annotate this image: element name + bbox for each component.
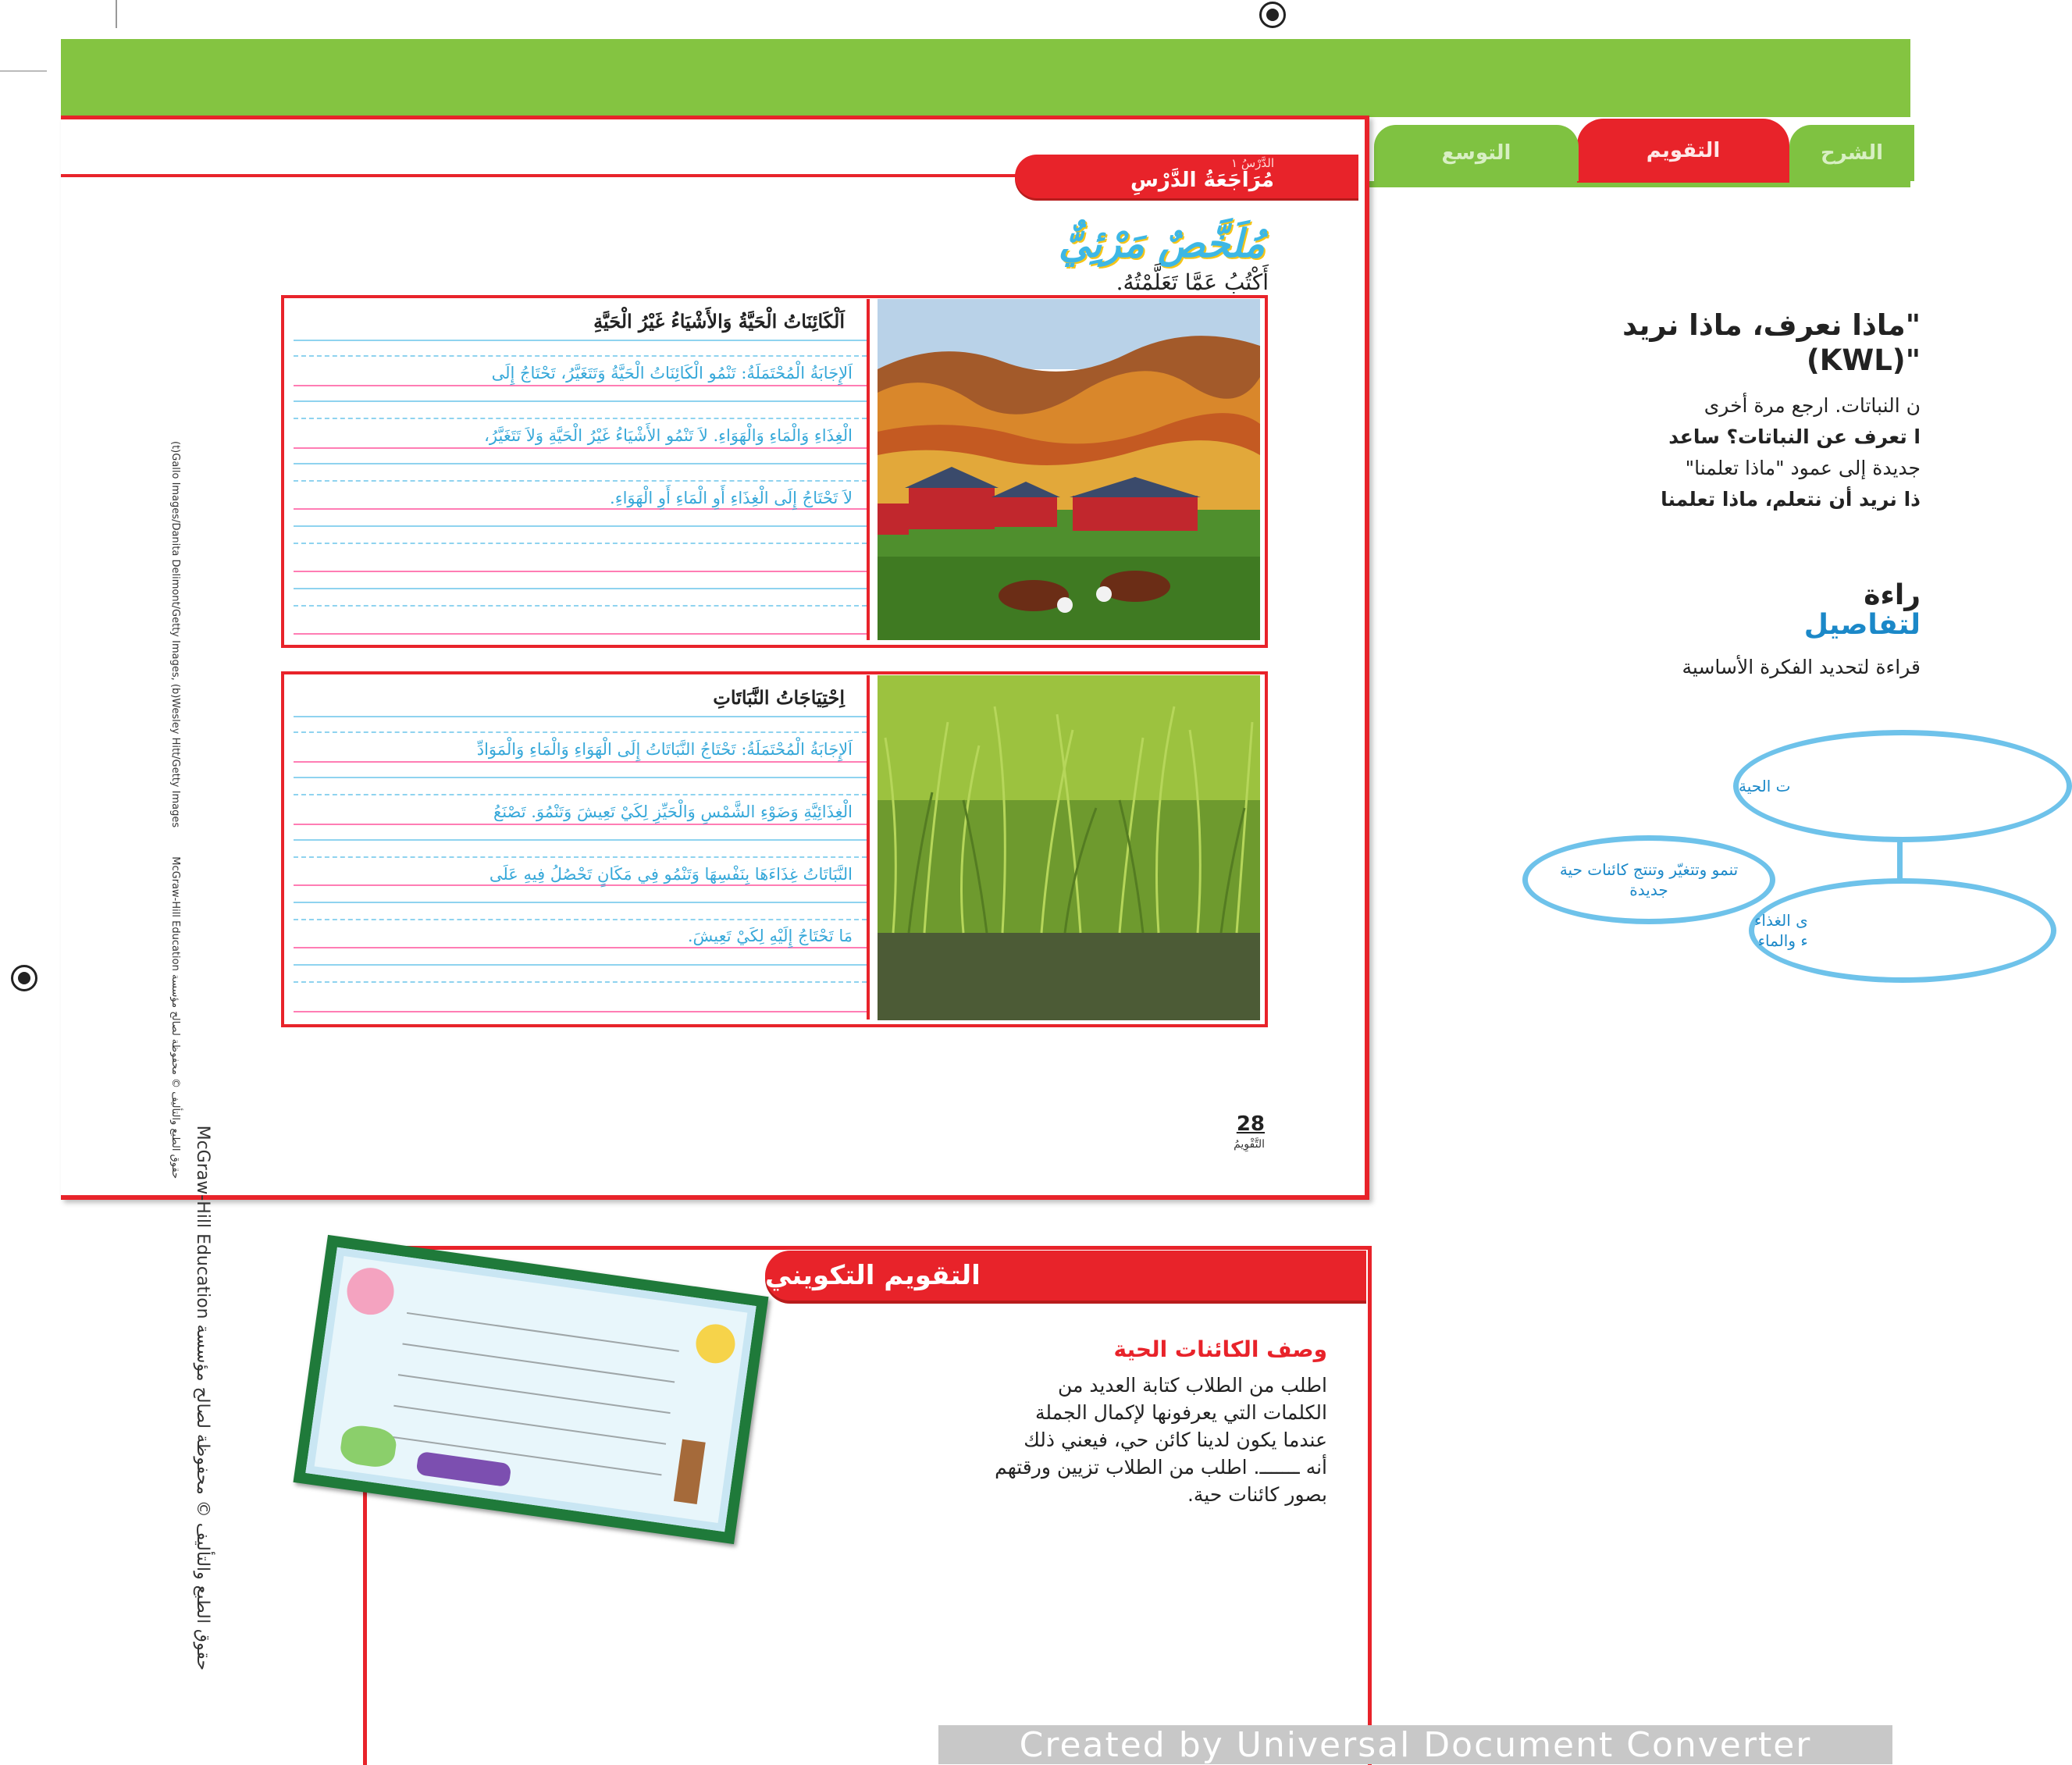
kwl-heading-line1: "ماذا نعرف، ماذا نريد	[1622, 308, 1921, 342]
tab-extend[interactable]: التوسع	[1374, 125, 1579, 181]
writing-lines-area	[294, 299, 870, 640]
tab-explain[interactable]: الشرح	[1789, 125, 1914, 181]
watermark-banner: Created by Universal Document Converter	[938, 1725, 1892, 1764]
copyright-notice: حقوق الطبع والتأليف © محفوظة لصالح مؤسسة McGraw-Hill Education	[193, 1125, 212, 1671]
guide-line	[294, 902, 867, 903]
crop-mark	[0, 70, 47, 72]
grass-photo	[878, 675, 1260, 1020]
guide-line	[294, 761, 867, 763]
kwl-text-line: جديدة إلى عمود "ماذا تعلمنا"	[1685, 457, 1921, 479]
guide-line	[294, 508, 867, 510]
copyright-notice: حقوق الطبع والتأليف © محفوظة لصالح مؤسسة McGraw-Hill Education	[169, 856, 181, 1179]
formative-text-line: الكلمات التي يعرفونها لإكمال الجملة	[1035, 1401, 1327, 1424]
formative-text-line: عندما يكون لدينا كائن حي، فيعني ذلك	[1024, 1429, 1327, 1451]
writing-lines-area	[294, 675, 870, 1020]
tree-sticker-icon	[674, 1439, 706, 1504]
flower-sticker-icon	[344, 1265, 397, 1318]
guide-line	[294, 633, 867, 635]
card-line	[398, 1374, 671, 1414]
guide-line	[294, 340, 867, 341]
page-number: 28	[1236, 1112, 1265, 1136]
kwl-text-line: ذا نريد أن نتعلم، ماذا تعلمنا	[1661, 488, 1921, 511]
guide-line	[294, 355, 867, 357]
card-line	[393, 1405, 666, 1445]
photo-credit: (t)Gallo Images/Danita Delimont/Getty Images, (b)Wesley Hitt/Getty Images	[169, 441, 181, 828]
guide-line	[294, 947, 867, 948]
student-card	[305, 1247, 756, 1532]
kwl-text-line: ا تعرف عن النباتات؟ ساعد	[1668, 425, 1921, 448]
grass-photo-illustration	[878, 675, 1260, 1020]
answer-line: مَا تَحْتَاجُ إِلَيْهِ لِكَيْ تَعِيشَ.	[687, 927, 853, 945]
oval-text: ت الحية	[1739, 777, 1791, 795]
lesson-review-title: مُرَاجَعَةُ الدَّرْسِ	[1130, 169, 1274, 192]
guide-line	[294, 856, 867, 858]
guide-line	[294, 447, 867, 449]
instruction-text: أَكْتُبُ عَمَّا تَعَلَّمْتُهُ.	[1116, 269, 1269, 295]
guide-line	[294, 964, 867, 966]
guide-line	[294, 400, 867, 402]
guide-line	[294, 884, 867, 886]
diagram-oval-detail	[1749, 878, 2056, 983]
crop-mark	[116, 0, 117, 28]
formative-text-line: بصور كائنات حية.	[1187, 1483, 1327, 1506]
guide-line	[294, 605, 867, 607]
oval-text: ء والماء	[1757, 931, 1808, 950]
guide-line	[294, 1011, 867, 1012]
answer-line: النَّبَاتَاتُ غِذَاءَهَا بِنَفْسِهَا وَتَنْمُو فِي مَكَانٍ تَحْصُلُ فِيهِ عَلَى	[489, 865, 853, 884]
guide-line	[294, 418, 867, 419]
reading-text: قراءة لتحديد الفكرة الأساسية	[1682, 656, 1921, 678]
guide-line	[294, 731, 867, 733]
guide-line	[294, 385, 867, 386]
card-line	[407, 1312, 679, 1352]
answer-line: لاَ تَحْتَاجُ إِلَى الْغِذَاءِ أَوِ الْمَاءِ أَوِ الْهَوَاءِ.	[610, 489, 853, 507]
lesson-review-banner	[1015, 155, 1358, 198]
kwl-heading-line2: (KWL)"	[1806, 343, 1921, 377]
visual-summary-heading: مُلَخَّصٌ مَرْئِيٌّ	[1058, 220, 1265, 266]
reading-subheading: لتفاصيل	[1803, 609, 1921, 641]
answer-line: اَلإِجَابَةُ الْمُحْتَمَلَةُ: تَحْتَاجُ النَّبَاتَاتُ إِلَى الْهَوَاءِ وَالْمَاءِ وَالْمَوَادِّ	[476, 740, 853, 759]
guide-line	[294, 463, 867, 464]
guide-line	[294, 824, 867, 825]
lesson-number: الدَّرْسُ ١	[1231, 156, 1274, 170]
guide-line	[294, 588, 867, 589]
guide-line	[294, 716, 867, 717]
guide-line	[294, 543, 867, 544]
box-title: اِحْتِيَاجَاتُ النَّبَاتَاتِ	[713, 686, 845, 709]
kwl-text-line: ن النباتات. ارجع مرة أخرى	[1704, 394, 1921, 417]
formative-text-line: أنه ـــــــ. اطلب من الطلاب تزيين ورقتهم	[995, 1456, 1327, 1479]
formative-title: وصف الكائنات الحية	[1113, 1336, 1327, 1362]
diagram-oval-main	[1733, 730, 2072, 842]
guide-line	[294, 794, 867, 795]
page-section-label: التَّقْوِيمُ	[1234, 1138, 1265, 1151]
reading-heading: راءة	[1864, 579, 1921, 611]
registration-mark-icon	[11, 965, 37, 991]
oval-text: ى الغذاء	[1754, 911, 1808, 930]
frog-sticker-icon	[339, 1423, 398, 1469]
diagram-oval-detail	[1522, 835, 1775, 924]
guide-line	[294, 777, 867, 778]
guide-line	[294, 480, 867, 482]
answer-line: اَلإِجَابَةُ الْمُحْتَمَلَةُ: تَنْمُو الْكَائِنَاتُ الْحَيَّةُ وَتَتَغَيَّرُ، تَحْتَاجُ إِلَى	[491, 364, 853, 383]
answer-line: الْغِذَائِيَّةِ وَضَوْءِ الشَّمْسِ وَالْحَيِّزِ لِكَيْ تَعِيشَ وَتَنْمُوَ. تَصْنَعُ	[493, 802, 853, 821]
sun-sticker-icon	[693, 1322, 737, 1365]
guide-line	[294, 571, 867, 572]
farm-photo	[878, 299, 1260, 640]
formative-text-line: اطلب من الطلاب كتابة العديد من	[1057, 1374, 1327, 1397]
card-line	[402, 1343, 675, 1383]
top-green-band	[61, 39, 1910, 117]
guide-line	[294, 839, 867, 841]
registration-mark-icon	[1259, 2, 1286, 28]
box-title: اَلْكَائِنَاتُ الْحَيَّةُ وَالأَشْيَاءُ غَيْرُ الْحَيَّةِ	[593, 310, 845, 333]
header-rule	[61, 174, 1029, 177]
tab-evaluate[interactable]: التقويم	[1577, 119, 1789, 183]
guide-line	[294, 525, 867, 527]
answer-line: الْغِذَاءِ وَالْمَاءِ وَالْهَوَاءِ. لاَ تَنْمُو الأَشْيَاءُ غَيْرُ الْحَيَّةِ وَلاَ تَتَغَيَّرُ،	[484, 426, 853, 445]
farm-photo-illustration	[878, 299, 1260, 640]
guide-line	[294, 919, 867, 920]
oval-text: تنمو وتتغيّر وتنتج كائنات حية جديدة	[1559, 860, 1739, 899]
guide-line	[294, 981, 867, 983]
formative-assessment-banner: التقويم التكويني	[765, 1251, 1366, 1301]
caterpillar-sticker-icon	[415, 1451, 511, 1487]
